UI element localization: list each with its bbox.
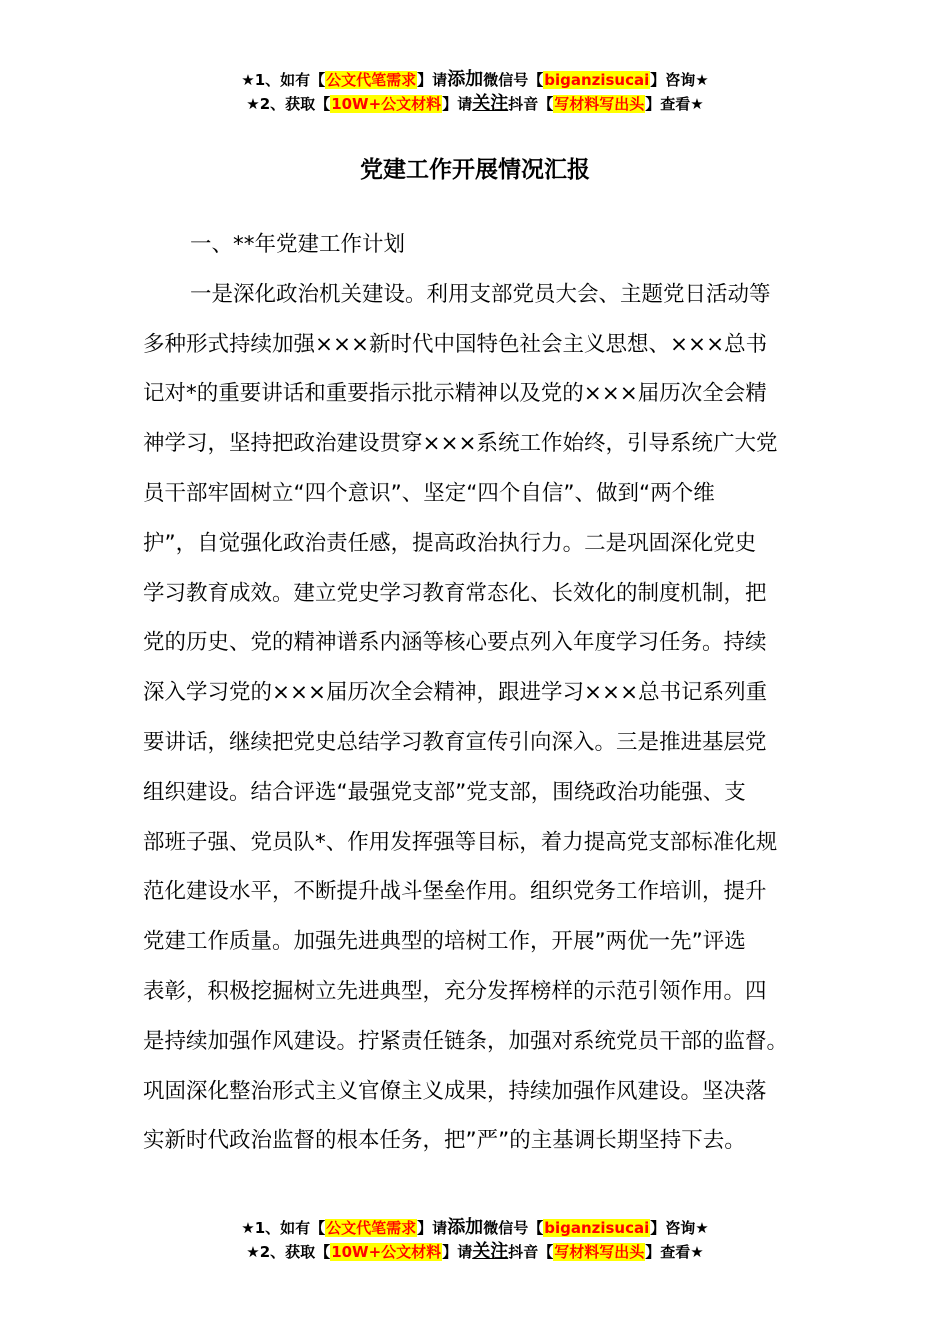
promo-douyin-id: 写材料写出头 (554, 1243, 645, 1261)
promo-highlight: 公文代笔需求 (326, 1219, 417, 1237)
paragraph-line: 记对*的重要讲话和重要指示批示精神以及党的×××届历次全会精 (143, 381, 767, 407)
paragraph-line: 深入学习党的×××届历次全会精神，跟进学习×××总书记系列重 (143, 680, 768, 706)
promo-highlight: 10W+公文材料 (331, 1243, 442, 1261)
paragraph-line: 是持续加强作风建设。拧紧责任链条，加强对系统党员干部的监督。 (143, 1028, 789, 1054)
paragraph-line: 学习教育成效。建立党史学习教育常态化、长效化的制度机制，把 (143, 580, 767, 606)
promo-text: 】咨询★ (650, 1219, 709, 1237)
paragraph-line: 组织建设。结合评选“最强党支部”党支部，围绕政治功能强、支 (143, 779, 746, 805)
promo-emphasis: 关注 (472, 93, 509, 114)
promo-text: ★2、获取【 (246, 1243, 331, 1261)
footer-promo (0, 1216, 950, 1264)
promo-douyin-id: 写材料写出头 (554, 95, 645, 113)
promo-text: 】查看★ (645, 95, 704, 113)
promo-line-2 (0, 1240, 950, 1264)
document-body (143, 220, 808, 1166)
promo-text: ★1、如有【 (241, 1219, 326, 1237)
promo-line-1 (0, 68, 950, 92)
paragraph-line: 巩固深化整治形式主义官僚主义成果，持续加强作风建设。坚决落 (143, 1078, 767, 1104)
paragraph-line: 要讲话，继续把党史总结学习教育宣传引向深入。三是推进基层党 (143, 729, 767, 755)
promo-text: 】请 (417, 71, 448, 89)
promo-emphasis: 关注 (472, 1241, 509, 1262)
paragraph-line: 部班子强、党员队*、作用发挥强等目标，着力提高党支部标准化规 (143, 829, 778, 855)
header-promo (0, 68, 950, 116)
promo-emphasis: 添加 (447, 69, 484, 90)
promo-highlight: 公文代笔需求 (326, 71, 417, 89)
paragraph-line: 一是深化政治机关建设。利用支部党员大会、主题党日活动等 (190, 281, 771, 307)
paragraph-line: 党建工作质量。加强先进典型的培树工作，开展”两优一先”评选 (143, 929, 746, 955)
promo-text: 微信号【 (483, 1219, 544, 1237)
paragraph-line: 范化建设水平，不断提升战斗堡垒作用。组织党务工作培训，提升 (143, 879, 767, 905)
paragraph-line: 护”，自觉强化政治责任感，提高政治执行力。二是巩固深化党史 (143, 530, 757, 556)
document-title: 党建工作开展情况汇报 (360, 157, 590, 183)
promo-text: 】请 (417, 1219, 448, 1237)
promo-text: ★2、获取【 (246, 95, 331, 113)
promo-text: ★1、如有【 (241, 71, 326, 89)
promo-text: 抖音【 (508, 95, 554, 113)
promo-emphasis: 添加 (447, 1217, 484, 1238)
paragraph-line: 多种形式持续加强×××新时代中国特色社会主义思想、×××总书 (143, 331, 768, 357)
promo-text: 微信号【 (483, 71, 544, 89)
promo-line-1 (0, 1216, 950, 1240)
paragraph-line: 神学习，坚持把政治建设贯穿×××系统工作始终，引导系统广大党 (143, 431, 778, 457)
promo-text: 】请 (442, 95, 473, 113)
promo-text: 】查看★ (645, 1243, 704, 1261)
section-heading: 一、**年党建工作计划 (190, 232, 406, 257)
promo-text: 抖音【 (508, 1243, 554, 1261)
promo-text: 】咨询★ (650, 71, 709, 89)
promo-highlight: 10W+公文材料 (331, 95, 442, 113)
paragraph-line: 员干部牢固树立“四个意识”、坚定“四个自信”、做到“两个维 (143, 480, 715, 506)
paragraph-line: 表彰，积极挖掘树立先进典型，充分发挥榜样的示范引领作用。四 (143, 978, 767, 1004)
paragraph (143, 270, 808, 1166)
paragraph-line: 实新时代政治监督的根本任务，把”严”的主基调长期坚持下去。 (143, 1128, 746, 1154)
paragraph-line: 党的历史、党的精神谱系内涵等核心要点列入年度学习任务。持续 (143, 630, 767, 656)
promo-text: 】请 (442, 1243, 473, 1261)
promo-wechat-id: biganzisucai (544, 71, 650, 89)
promo-line-2 (0, 92, 950, 116)
promo-wechat-id: biganzisucai (544, 1219, 650, 1237)
